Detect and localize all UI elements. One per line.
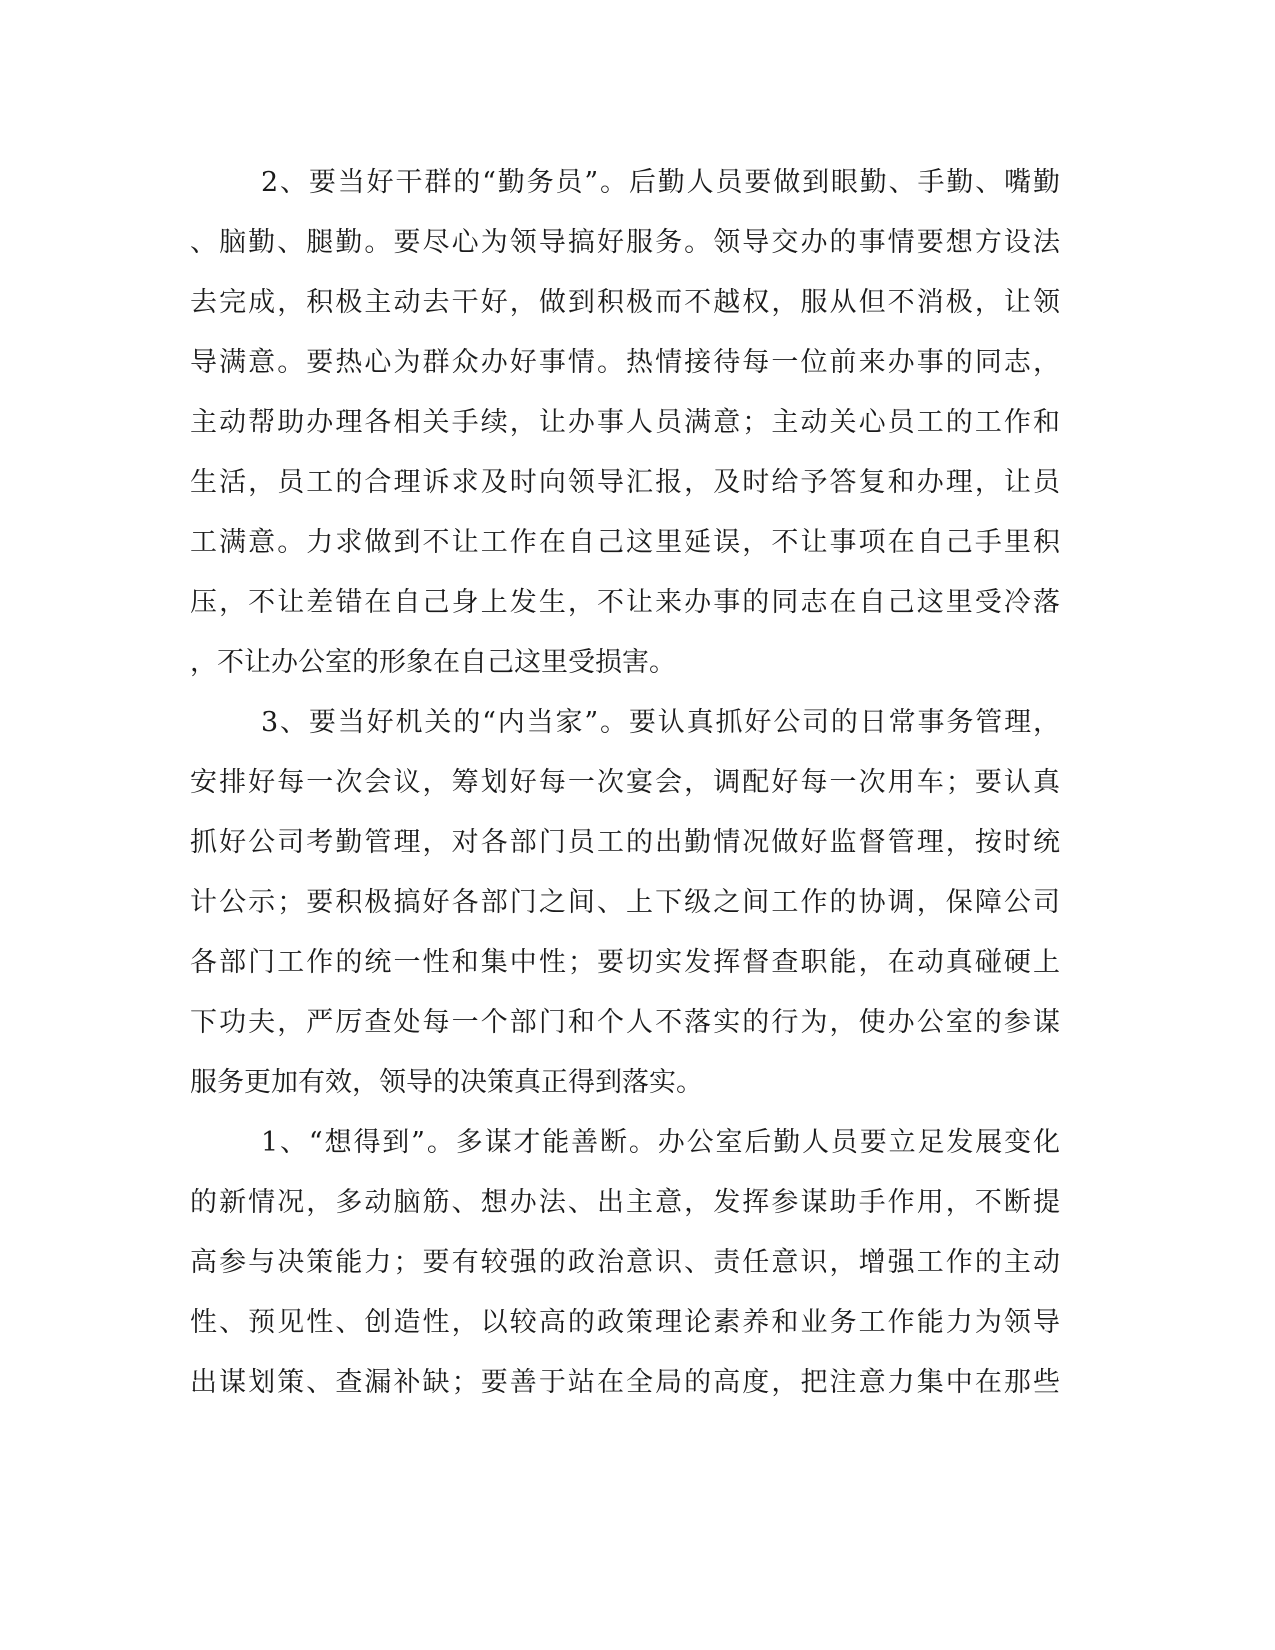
- paragraph-1-line-5: 出谋划策、查漏补缺；要善于站在全局的高度，把注意力集中在那些: [190, 1367, 1060, 1398]
- paragraph-1-line-1: 1、“想得到”。多谋才能善断。办公室后勤人员要立足发展变化: [261, 1127, 1060, 1158]
- paragraph-3-line-3: 抓好公司考勤管理，对各部门员工的出勤情况做好监督管理，按时统: [190, 827, 1060, 858]
- paragraph-2-line-2: 、脑勤、腿勤。要尽心为领导搞好服务。领导交办的事情要想方设法: [190, 227, 1060, 258]
- paragraph-2-line-9: ，不让办公室的形象在自己这里受损害。: [190, 647, 676, 678]
- paragraph-1-line-4: 性、预见性、创造性，以较高的政策理论素养和业务工作能力为领导: [190, 1307, 1060, 1338]
- paragraph-2-line-6: 生活，员工的合理诉求及时向领导汇报，及时给予答复和办理，让员: [190, 467, 1060, 498]
- paragraph-2-line-1: 2、要当好干群的“勤务员”。后勤人员要做到眼勤、手勤、嘴勤: [261, 167, 1060, 198]
- paragraph-3-line-1: 3、要当好机关的“内当家”。要认真抓好公司的日常事务管理，: [261, 707, 1060, 738]
- paragraph-1-line-3: 高参与决策能力；要有较强的政治意识、责任意识，增强工作的主动: [190, 1247, 1060, 1278]
- paragraph-3-line-6: 下功夫，严厉查处每一个部门和个人不落实的行为，使办公室的参谋: [190, 1007, 1060, 1038]
- paragraph-1-line-2: 的新情况，多动脑筋、想办法、出主意，发挥参谋助手作用，不断提: [190, 1187, 1060, 1218]
- paragraph-3-line-5: 各部门工作的统一性和集中性；要切实发挥督查职能，在动真碰硬上: [190, 947, 1060, 978]
- paragraph-3-line-2: 安排好每一次会议，筹划好每一次宴会，调配好每一次用车；要认真: [190, 767, 1060, 798]
- paragraph-3-line-7: 服务更加有效，领导的决策真正得到落实。: [190, 1067, 703, 1098]
- paragraph-2-line-3: 去完成，积极主动去干好，做到积极而不越权，服从但不消极，让领: [190, 287, 1060, 318]
- paragraph-2-line-4: 导满意。要热心为群众办好事情。热情接待每一位前来办事的同志，: [190, 347, 1060, 378]
- paragraph-3-line-4: 计公示；要积极搞好各部门之间、上下级之间工作的协调，保障公司: [190, 887, 1060, 918]
- paragraph-2-line-7: 工满意。力求做到不让工作在自己这里延误，不让事项在自己手里积: [190, 527, 1060, 558]
- paragraph-2-line-5: 主动帮助办理各相关手续，让办事人员满意；主动关心员工的工作和: [190, 407, 1060, 438]
- paragraph-2-line-8: 压，不让差错在自己身上发生，不让来办事的同志在自己这里受冷落: [190, 587, 1060, 618]
